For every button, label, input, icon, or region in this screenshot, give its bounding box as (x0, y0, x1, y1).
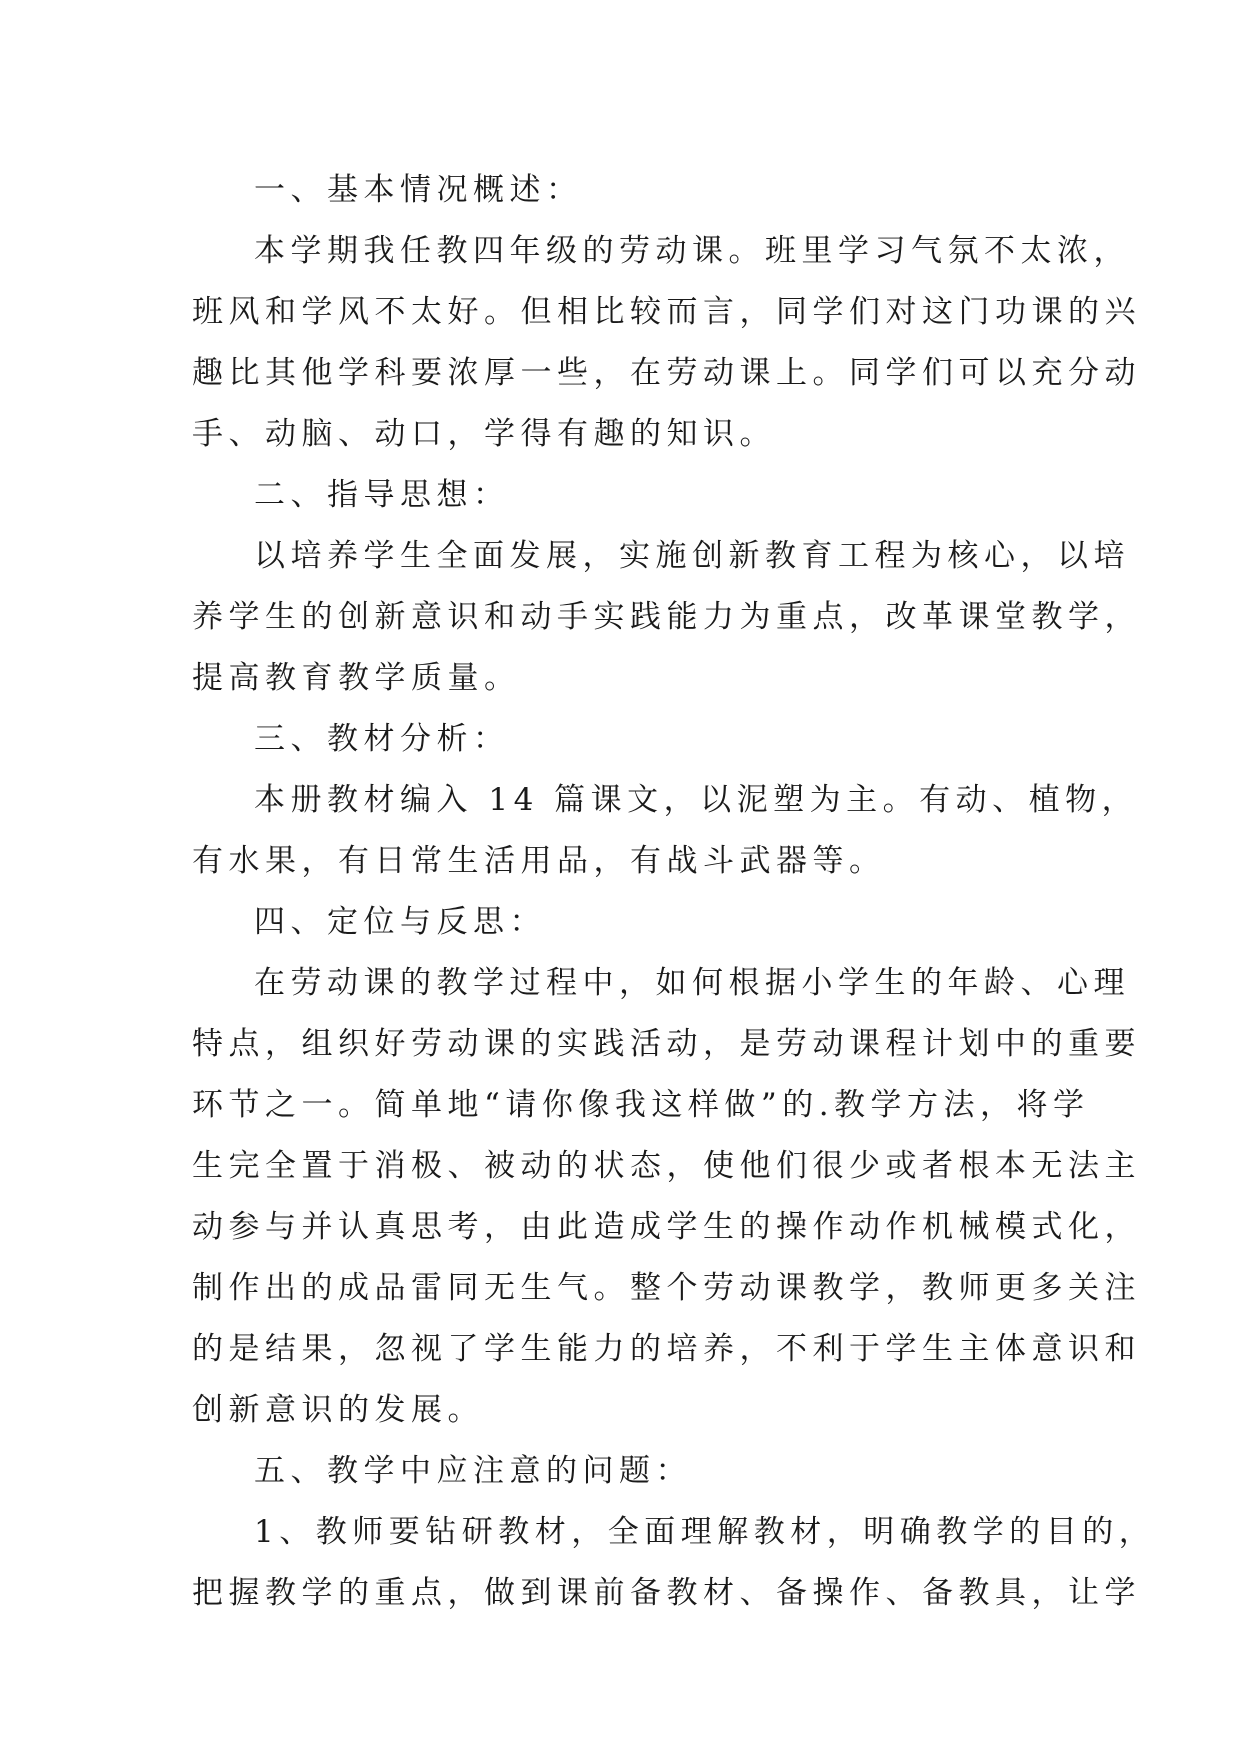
paragraph-line: 把握教学的重点，做到课前备教材、备操作、备教具，让学 (192, 1575, 1141, 1611)
paragraph-line: 制作出的成品雷同无生气。整个劳动课教学，教师更多关注 (192, 1270, 1141, 1306)
section-heading-1: 一、基本情况概述： (254, 172, 583, 208)
paragraph-line: 以培养学生全面发展，实施创新教育工程为核心，以培 (254, 538, 1130, 574)
section-heading-5: 五、教学中应注意的问题： (254, 1453, 692, 1489)
paragraph-line: 本册教材编入 14 篇课文，以泥塑为主。有动、植物， (254, 782, 1139, 818)
paragraph-line: 特点，组织好劳动课的实践活动，是劳动课程计划中的重要 (192, 1026, 1141, 1062)
section-heading-3: 三、教材分析： (254, 721, 510, 757)
paragraph-line: 动参与并认真思考，由此造成学生的操作动作机械模式化， (192, 1209, 1141, 1245)
paragraph-line: 环节之一。简单地“请你像我这样做”的.教学方法，将学 (192, 1087, 1090, 1123)
document-page (192, 160, 1156, 1624)
paragraph-line: 1、教师要钻研教材，全面理解教材，明确教学的目的， (254, 1514, 1156, 1550)
paragraph-line: 创新意识的发展。 (192, 1392, 484, 1428)
paragraph-line: 班风和学风不太好。但相比较而言，同学们对这门功课的兴 (192, 294, 1141, 330)
paragraph-line: 趣比其他学科要浓厚一些，在劳动课上。同学们可以充分动 (192, 355, 1141, 391)
paragraph-line: 提高教育教学质量。 (192, 660, 521, 696)
paragraph-line: 有水果，有日常生活用品，有战斗武器等。 (192, 843, 886, 879)
section-heading-2: 二、指导思想： (254, 477, 510, 513)
paragraph-line: 养学生的创新意识和动手实践能力为重点，改革课堂教学， (192, 599, 1141, 635)
section-heading-4: 四、定位与反思： (254, 904, 546, 940)
paragraph-line: 手、动脑、动口，学得有趣的知识。 (192, 416, 776, 452)
paragraph-line: 生完全置于消极、被动的状态，使他们很少或者根本无法主 (192, 1148, 1141, 1184)
paragraph-line: 的是结果，忽视了学生能力的培养，不利于学生主体意识和 (192, 1331, 1141, 1367)
paragraph-line: 本学期我任教四年级的劳动课。班里学习气氛不太浓， (254, 233, 1130, 269)
paragraph-line: 在劳动课的教学过程中，如何根据小学生的年龄、心理 (254, 965, 1130, 1001)
